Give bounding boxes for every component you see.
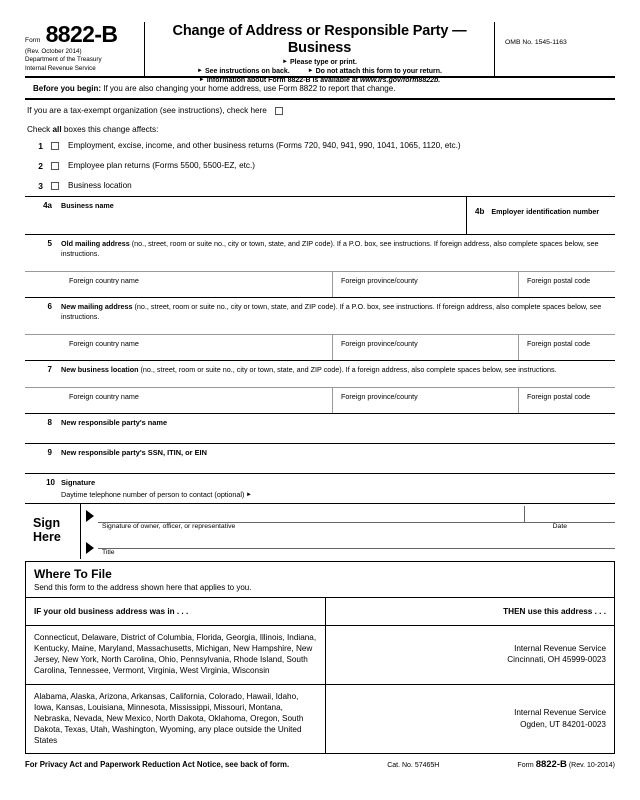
line-5-header[interactable] [25,235,615,271]
daytime-phone-label: Daytime telephone number of person to contact (optional) [61,490,245,499]
footer-form-number: 8822-B [535,759,567,771]
foreign-postal-label: Foreign postal code [527,276,591,285]
line-6-foreign-province-field[interactable] [333,335,519,360]
option-2-label: Employee plan returns (Forms 5500, 5500-EZ, etc.) [68,161,256,170]
form-revision-date: (Rev. October 2014) [25,48,82,55]
form-header [25,21,615,84]
line-6-label-rest: (no., street, room or suite no., city or town, state, and ZIP code). If a P.O. box, see instructions. If foreign address, also complete spaces below, see instructions. [61,302,602,321]
line-7-label-rest: (no., street, room or suite no., city or town, state, and ZIP code). If a foreign address, also complete spaces below, see instructions. [138,365,557,374]
line-10-body [61,478,256,503]
line-5-label-rest: (no., street, room or suite no., city or town, state, and ZIP code). If a P.O. box, see instructions. If foreign address, also complete spaces below, see instructions. [61,239,599,258]
option-number: 1 [38,141,43,151]
line-6-foreign-postal-field[interactable] [519,335,615,360]
line-6-number: 6 [47,302,52,311]
signature-row [86,504,615,536]
line-7-header[interactable] [25,361,615,387]
before-you-begin-text: If you are also changing your home address, use Form 8822 to report that change. [101,84,396,93]
sign-here-fields [81,504,615,559]
title-caption: Title [102,549,115,556]
irs-address-cell [326,685,614,754]
daytime-phone-row[interactable] [61,490,256,499]
tax-exempt-label: If you are a tax-exempt organization (see instructions), check here [27,106,267,115]
header-instruction-noattach-text: Do not attach this form to your return. [315,68,442,76]
tax-exempt-checkbox[interactable] [275,107,283,115]
checkbox-option-row [25,176,615,196]
foreign-province-label: Foreign province/county [341,339,418,348]
department-line-2: Internal Revenue Service [25,64,96,72]
table-row [26,685,614,754]
line-5-number: 5 [47,239,52,248]
where-to-file-subtitle: Send this form to the address shown here that applies to you. [26,583,614,598]
title-input[interactable] [98,548,615,549]
irs-address-cell [326,626,614,684]
footer-form-suffix: (Rev. 10-2014) [566,762,615,770]
line-7-foreign-row [25,387,615,413]
line-6-foreign-row [25,334,615,360]
tax-exempt-row [25,100,615,120]
check-all-emphasis: all [52,125,62,134]
line-5-foreign-row [25,271,615,297]
option-3-label: Business location [68,181,132,190]
line-8-responsible-party-name-field[interactable] [25,413,615,443]
line-10-signature-header [25,473,615,503]
check-all-suffix: boxes this change affects: [61,125,159,134]
footer-form-prefix: Form [517,762,536,770]
arrow-icon: ► [198,76,205,83]
sign-word: Sign [33,516,61,530]
option-2-checkbox[interactable] [51,162,59,170]
omb-number: OMB No. 1545-1163 [505,39,567,46]
line-7-number: 7 [47,365,52,374]
header-form-identity [25,22,145,76]
header-instruction-print [151,59,488,66]
foreign-country-label: Foreign country name [69,276,139,285]
line-6-header[interactable] [25,298,615,334]
line-4-row [25,196,615,234]
line-7-foreign-postal-field[interactable] [519,388,615,413]
line-4a-number: 4a [43,201,52,210]
line-10-label: Signature [61,478,96,487]
line-7-label-bold: New business location [61,365,139,374]
line-7-foreign-country-field[interactable] [61,388,333,413]
header-title-block [145,22,495,84]
form-footer [25,754,615,770]
line-6-label-bold: New mailing address [61,302,133,311]
line-7-foreign-province-field[interactable] [333,388,519,413]
option-1-label: Employment, excise, income, and other business returns (Forms 720, 940, 941, 990, 1041, 1065, 1120, etc.) [68,141,461,150]
irs-address-line-2: Cincinnati, OH 45999-0023 [507,655,606,665]
line-4b-label-text: Employer identification number [491,207,600,216]
column-header-if-address: IF your old business address was in . . . [26,598,326,625]
line-5-label-bold: Old mailing address [61,239,130,248]
where-to-file-table-header [26,598,614,626]
foreign-country-label: Foreign country name [69,339,139,348]
title-row [86,536,615,560]
column-header-then-use: THEN use this address . . . [503,607,606,616]
foreign-country-label: Foreign country name [69,392,139,401]
line-5-block [25,234,615,297]
privacy-act-notice: For Privacy Act and Paperwork Reduction Act Notice, see back of form. [25,760,290,770]
sign-here-section [25,503,615,559]
irs-address-line-2: Ogden, UT 84201-0023 [520,719,606,729]
line-8-number: 8 [47,418,52,427]
header-info-prefix: Information about Form 8822-B is available at [206,76,360,84]
states-list-cell: Connecticut, Delaware, District of Columbia, Florida, Georgia, Illinois, Indiana, Kentucky, Maine, Maryland, Massachusetts, Michigan, New Hampshire, New Jersey, New York, North Carolina, Ohio, Pennsylvania, Rhode Island, South Carolina, Tennessee, Vermont, Virginia, West Virginia, Wisconsin [26,626,326,684]
line-9-number: 9 [47,448,52,457]
line-7-label [61,365,563,387]
line-9-responsible-party-ssn-field[interactable] [25,443,615,473]
arrow-icon: ► [282,58,289,65]
signature-caption: Signature of owner, officer, or representative [102,523,236,530]
header-instruction-print-text: Please type or print. [289,58,357,66]
here-word: Here [33,530,61,544]
foreign-postal-label: Foreign postal code [527,392,591,401]
date-caption: Date [552,523,567,530]
line-5-foreign-country-field[interactable] [61,272,333,297]
foreign-postal-label: Foreign postal code [527,339,591,348]
department-line-1: Department of the Treasury [25,56,102,64]
line-4a-label: Business name [61,201,114,210]
checkbox-option-row [25,136,615,156]
form-word-label: Form [25,37,41,44]
line-9-label: New responsible party's SSN, ITIN, or EIN [61,448,207,457]
arrow-icon: ► [244,491,252,498]
checkbox-option-row [25,156,615,176]
header-instruction-back-text: See instructions on back. [204,68,290,76]
line-4b-number: 4b [475,207,485,216]
option-1-checkbox[interactable] [51,142,59,150]
option-number: 2 [38,161,43,171]
option-3-checkbox[interactable] [51,182,59,190]
irs-address-line-1: Internal Revenue Service [514,708,606,718]
where-to-file-section [25,561,615,754]
form-number: 8822-B [45,21,118,47]
irs-form-url[interactable]: www.irs.gov/form8822b. [359,76,441,84]
line-10-number: 10 [46,478,55,487]
line-4b-label [475,207,599,216]
foreign-province-label: Foreign province/county [341,392,418,401]
line-6-label [61,302,615,334]
table-row [26,626,614,685]
before-you-begin-label: Before you begin: [33,84,102,93]
check-all-heading [25,120,615,136]
page-title: Change of Address or Responsible Party — Business [172,23,467,56]
date-divider [524,506,525,523]
arrow-icon: ► [197,68,203,75]
where-to-file-title: Where To File [34,567,112,581]
footer-form-identity [517,759,615,770]
triangle-pointer-icon [86,542,94,554]
sign-here-label [25,504,81,559]
triangle-pointer-icon [86,510,94,522]
header-agency-block [25,48,140,73]
line-4b-ein-field[interactable] [467,197,615,234]
line-5-label [61,239,615,271]
check-all-prefix: Check [27,125,53,134]
line-5-foreign-province-field[interactable] [333,272,519,297]
line-8-label: New responsible party's name [61,418,168,427]
foreign-province-label: Foreign province/county [341,276,418,285]
line-6-block [25,297,615,360]
line-5-foreign-postal-field[interactable] [519,272,615,297]
line-7-block [25,360,615,413]
line-4a-business-name-field[interactable] [25,197,467,234]
form-number-block [25,23,140,46]
catalog-number: Cat. No. 57465H [387,762,440,770]
line-6-foreign-country-field[interactable] [61,335,333,360]
header-instruction-row2 [151,68,488,75]
arrow-icon: ► [307,68,314,75]
header-instruction-row3 [151,77,488,84]
irs-address-line-1: Internal Revenue Service [514,644,606,654]
option-number: 3 [38,181,43,191]
states-list-cell: Alabama, Alaska, Arizona, Arkansas, California, Colorado, Hawaii, Idaho, Iowa, Kansas, Louisiana, Minnesota, Mississippi, Missouri, Montana, Nebraska, Nevada, New Mexico, North Dakota, Oklahoma, Oregon, South Dakota, Texas, Utah, Washington, Wyoming, any place outside the United States [26,685,326,754]
